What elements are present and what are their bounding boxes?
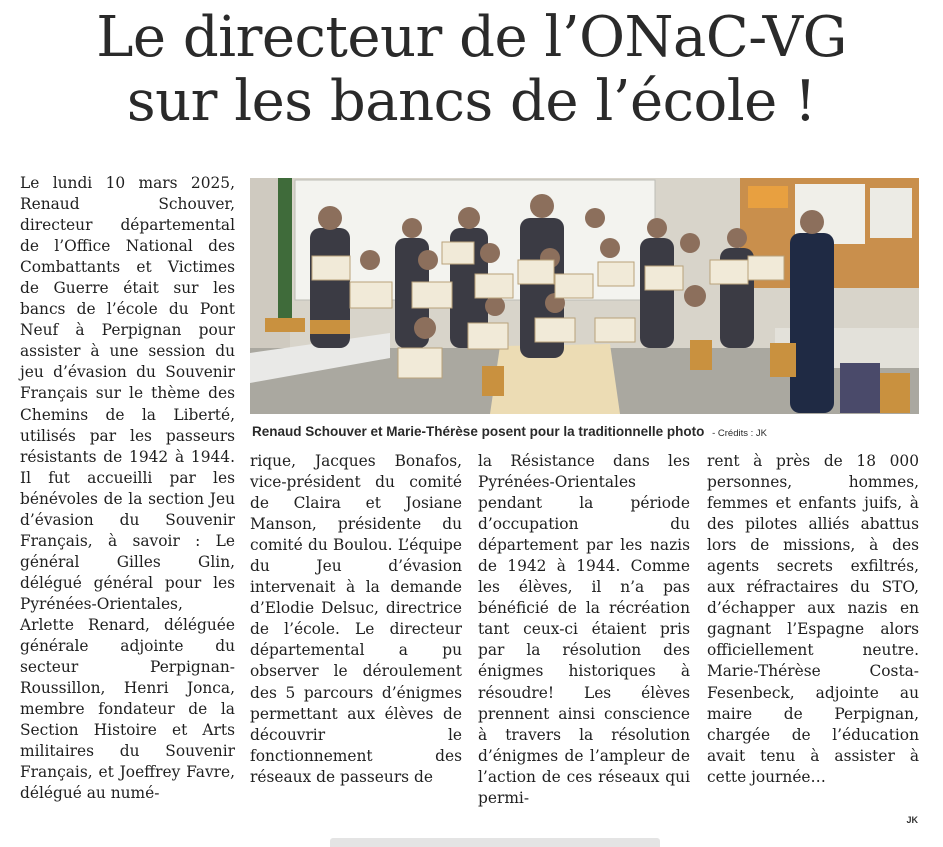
article-column-1: Le lundi 10 mars 2025, Renaud Schouver, directeur départemental de l’Office National des Combattants et Victimes de Guerre était sur les bancs de l’école du Pont Neuf à Perpignan pour assister à une session du jeu d’évasion du Souvenir Français sur le thème des Chemins de la Liberté, utilisés par les passeurs résistants de 1942 à 1944. Il fut accueilli par les bénévoles de la section Jeu d’évasion du Souvenir Français, à savoir : Le général Gilles Glin, délégué général pour les Pyrénées-Orientales, Arlette Renard, déléguée générale adjointe du secteur Perpignan-Roussillon, Henri Jonca, membre fondateur de la Section Histoire et Arts militaires du Souvenir Français, et Joeffrey Favre, délégué au numé- — [20, 174, 235, 803]
photo-credit: - Crédits : JK — [712, 428, 767, 439]
bottom-edge-strip — [330, 838, 660, 847]
headline-line-2: sur les bancs de l’école ! — [126, 69, 817, 134]
author-signature: JK — [906, 815, 918, 825]
headline-line-1: Le directeur de l’ONaC-VG — [96, 5, 847, 70]
group-photo — [250, 178, 919, 414]
headline — [0, 6, 943, 134]
caption-text: Renaud Schouver et Marie-Thérèse posent pour la traditionnelle photo — [252, 424, 705, 439]
article-column-3: la Résistance dans les Pyrénées-Orientales pendant la période d’occupation du département par les nazis de 1942 à 1944. Comme les élèves, il n’a pas bénéficié de la récréation tant ceux-ci étaient pris par la résolution des énigmes historiques à résoudre! Les élèves prennent ainsi conscience à travers la résolution d’énigmes de l’ampleur de l’action de ces réseaux qui permi- — [478, 452, 690, 807]
article-column-2: rique, Jacques Bonafos, vice-président du comité de Claira et Josiane Manson, présidente du comité du Boulou. L’équipe du Jeu d’évasion intervenait à la demande d’Elodie Delsuc, directrice de l’école. Le directeur départemental a pu observer le déroulement des 5 parcours d’énigmes permettant aux élèves de découvrir le fonctionnement des réseaux de passeurs de — [250, 452, 462, 786]
group-photo-illustration — [250, 178, 919, 414]
photo-caption — [252, 424, 932, 439]
article-column-4: rent à près de 18 000 personnes, hommes, femmes et enfants juifs, à des pilotes alliés abattus lors de missions, à des agents secrets exfiltrés, aux réfractaires du STO, d’échapper aux nazis en gagnant l’Espagne alors officiellement neutre. Marie-Thérèse Costa-Fesenbeck, adjointe au maire de Perpignan, chargée de l’éducation avait tenu à assister à cette journée… — [707, 452, 919, 786]
